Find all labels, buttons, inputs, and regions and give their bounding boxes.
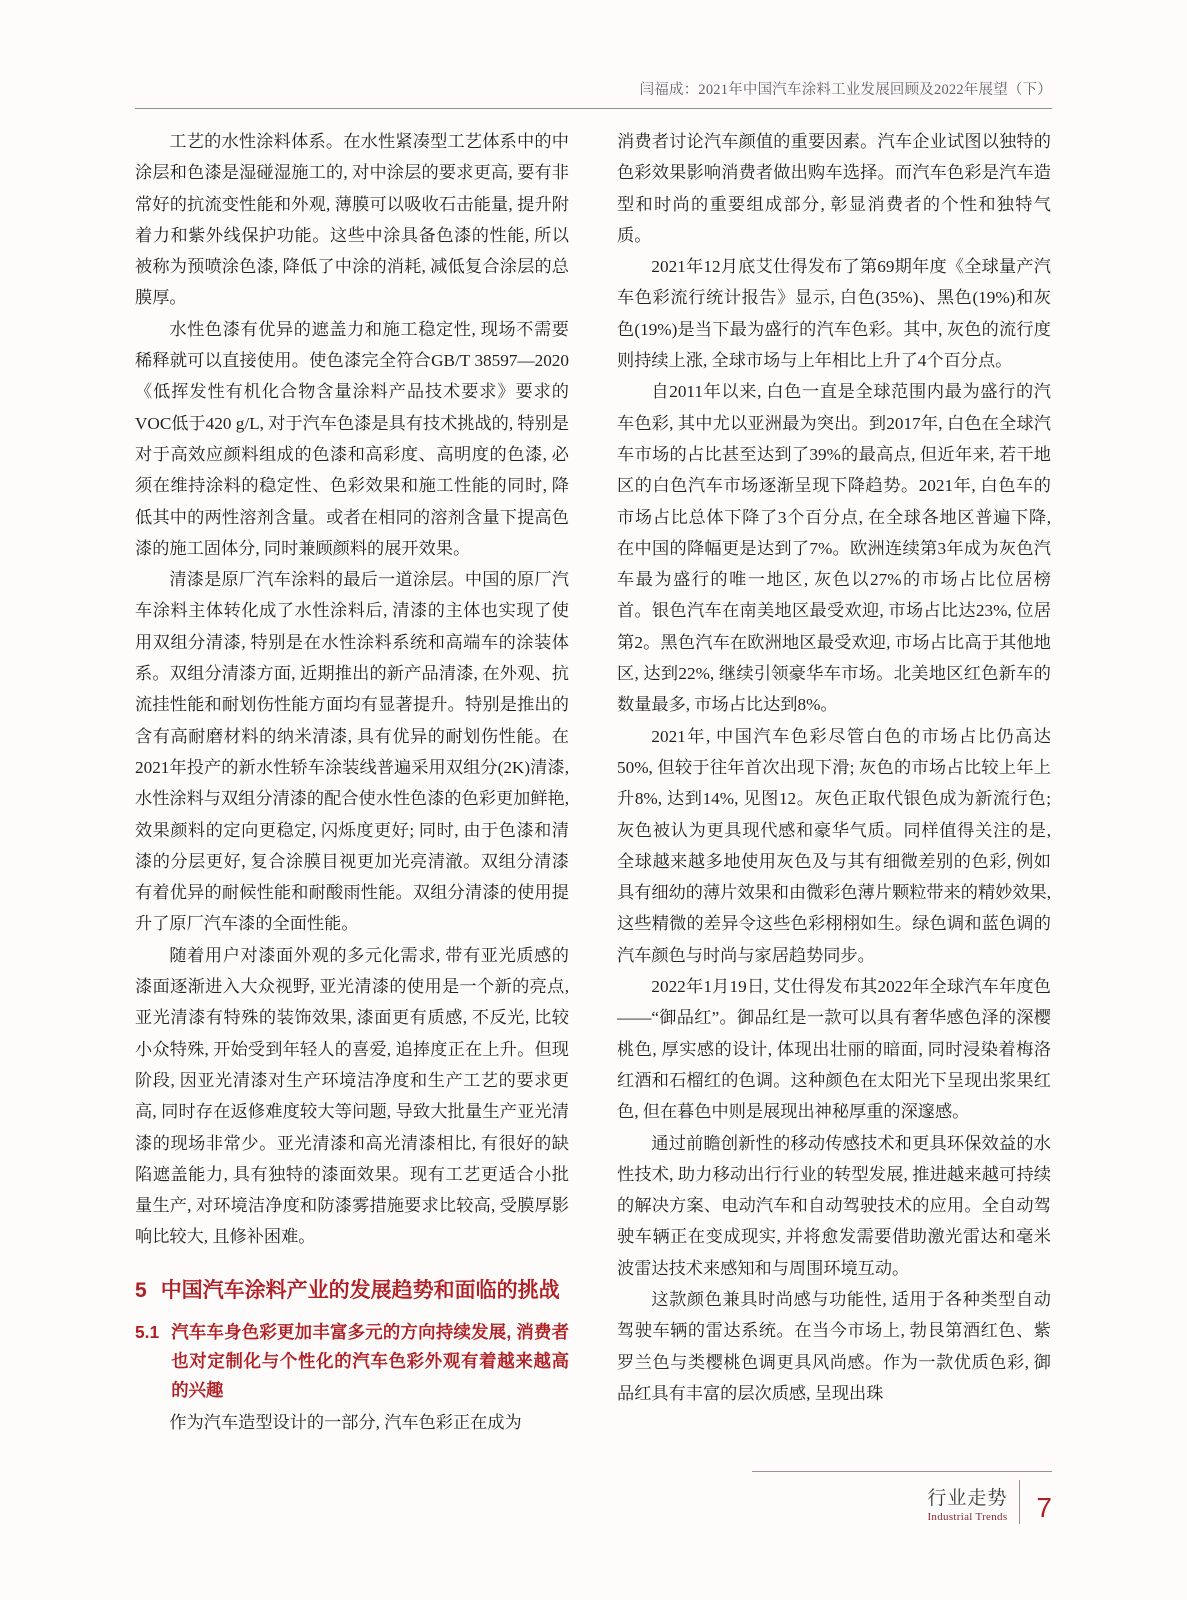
paragraph: 清漆是原厂汽车涂料的最后一道涂层。中国的原厂汽车涂料主体转化成了水性涂料后, 清漆的主体也实现了使用双组分清漆, 特别是在水性涂料系统和高端车的涂装体系。双组分清漆方面, 近期推出的新产品清漆, 在外观、抗流挂性能和耐划伤性能方面均有显著提升。特别是推出的含有高耐磨材料的纳米清漆, 具有优异的耐划伤性能。在2021年投产的新水性轿车涂装线普遍采用双组分(2K)清漆, 水性涂料与双组分清漆的配合使水性色漆的色彩更加鲜艳, 效果颜料的定向更稳定, 闪烁度更好; 同时, 由于色漆和清漆的分层更好, 复合涂膜目视更加光亮清澈。双组分清漆有着优异的耐候性能和耐酸雨性能。双组分清漆的使用提升了原厂汽车漆的全面性能。: [135, 570, 569, 934]
section-title: 中国汽车涂料产业的发展趋势和面临的挑战: [160, 1278, 560, 1302]
paragraph: 作为汽车造型设计的一部分, 汽车色彩正在成为: [169, 1412, 522, 1432]
running-head: 闫福成：2021年中国汽车涂料工业发展回顾及2022年展望（下）: [639, 82, 1052, 98]
subsection-heading: [135, 1318, 569, 1405]
footer-rule: [752, 1471, 1052, 1472]
paragraph: 2021年, 中国汽车色彩尽管白色的市场占比仍高达50%, 但较于往年首次出现下滑; 灰色的市场占比较上年上升8%, 达到14%, 见图12。灰色正取代银色成为新流行色; 灰色被认为更具现代感和豪华气质。同样值得关注的是, 全球越来越多地使用灰色及与其有细微差别的色彩, 例如具有细幼的薄片效果和由微彩色薄片颗粒带来的精妙效果, 这些精微的差异令这些色彩栩栩如生。绿色调和蓝色调的汽车颜色与时尚与家居趋势同步。: [617, 726, 1051, 965]
subsection-number: 5.1: [135, 1321, 160, 1342]
footer-label-en: Industrial Trends: [927, 1511, 1008, 1524]
left-column: [135, 126, 569, 1432]
paragraph: 消费者讨论汽车颜值的重要因素。汽车企业试图以独特的色彩效果影响消费者做出购车选择。而汽车色彩是汽车造型和时尚的重要组成部分, 彰显消费者的个性和独特气质。: [617, 132, 1051, 245]
subsection-title: 汽车车身色彩更加丰富多元的方向持续发展, 消费者也对定制化与个性化的汽车色彩外观有着越来越高的兴趣: [171, 1321, 569, 1400]
paragraph: 通过前瞻创新性的移动传感技术和更具环保效益的水性技术, 助力移动出行行业的转型发展, 推进越来越可持续的解决方案、电动汽车和自动驾驶技术的应用。全自动驾驶车辆正在变成现实, 并将愈发需要借助激光雷达和毫米波雷达技术来感知和与周围环境互动。: [617, 1133, 1051, 1278]
section-heading: [135, 1275, 569, 1306]
paragraph: 工艺的水性涂料体系。在水性紧凑型工艺体系中的中涂层和色漆是湿碰湿施工的, 对中涂层的要求更高, 要有非常好的抗流变性能和外观, 薄膜可以吸收石击能量, 提升附着力和紫外线保护功能。这些中涂具备色漆的性能, 所以被称为预喷涂色漆, 降低了中涂的消耗, 减低复合涂层的总膜厚。: [135, 132, 569, 308]
section-number: 5: [135, 1278, 147, 1302]
footer-section-label: [927, 1488, 1007, 1526]
paragraph: 这款颜色兼具时尚感与功能性, 适用于各种类型自动驾驶车辆的雷达系统。在当今市场上, 勃艮第酒红色、紫罗兰色与类樱桃色调更具风尚感。作为一款优质色彩, 御品红具有丰富的层次质感, 呈现出珠: [617, 1289, 1051, 1403]
page-footer: [927, 1480, 1052, 1526]
header-rule: [135, 108, 1052, 109]
paragraph: 自2011年以来, 白色一直是全球范围内最为盛行的汽车色彩, 其中尤以亚洲最为突出。到2017年, 白色在全球汽车市场的占比甚至达到了39%的最高点, 但近年来, 若干地区的白色汽车市场逐渐呈现下降趋势。2021年, 白色车的市场占比总体下降了3个百分点, 在全球各地区普遍下降, 在中国的降幅更是达到了7%。欧洲连续第3年成为灰色汽车最为盛行的唯一地区, 灰色以27%的市场占比位居榜首。银色汽车在南美地区最受欢迎, 市场占比达23%, 位居第2。黑色汽车在欧洲地区最受欢迎, 市场占比高于其他地区, 达到22%, 继续引领豪华车市场。北美地区红色新车的数量最多, 市场占比达到8%。: [617, 382, 1051, 715]
right-column: [617, 126, 1051, 1416]
footer-label-cn: 行业走势: [927, 1487, 1008, 1509]
paragraph: 2021年12月底艾仕得发布了第69期年度《全球量产汽车色彩流行统计报告》显示, 白色(35%)、黑色(19%)和灰色(19%)是当下最为盛行的汽车色彩。其中, 灰色的流行度则持续上涨, 全球市场与上年相比上升了4个百分点。: [617, 257, 1051, 371]
footer-divider: [1019, 1480, 1020, 1524]
paragraph: 2022年1月19日, 艾仕得发布其2022年全球汽车年度色——“御品红”。御品红是一款可以具有奢华感色泽的深樱桃色, 厚实感的设计, 体现出壮丽的暗面, 同时浸染着梅洛红酒和石榴红的色调。这种颜色在太阳光下呈现出浆果红色, 但在暮色中则是展现出神秘厚重的深邃感。: [617, 977, 1051, 1122]
page-columns: [135, 126, 1052, 1432]
page-number: 7: [1036, 1492, 1052, 1523]
paragraph: 水性色漆有优异的遮盖力和施工稳定性, 现场不需要稀释就可以直接使用。使色漆完全符合GB/T 38597—2020《低挥发性有机化合物含量涂料产品技术要求》要求的VOC低于420 g/L, 对于汽车色漆是具有技术挑战的, 特别是对于高效应颜料组成的色漆和高彩度、高明度的色漆, 必须在维持涂料的稳定性、色彩效果和施工性能的同时, 降低其中的两性溶剂含量。或者在相同的溶剂含量下提高色漆的施工固体分, 同时兼顾颜料的展开效果。: [135, 319, 569, 558]
paragraph: 随着用户对漆面外观的多元化需求, 带有亚光质感的漆面逐渐进入大众视野, 亚光清漆的使用是一个新的亮点, 亚光清漆有特殊的装饰效果, 漆面更有质感, 不反光, 比较小众特殊, 开始受到年轻人的喜爱, 追捧度正在上升。但现阶段, 因亚光清漆对生产环境洁净度和生产工艺的要求更高, 同时存在返修难度较大等问题, 导致大批量生产亚光清漆的现场非常少。亚光清漆和高光清漆相比, 有很好的缺陷遮盖能力, 具有独特的漆面效果。现有工艺更适合小批量生产, 对环境洁净度和防漆雾措施要求比较高, 受膜厚影响比较大, 且修补困难。: [135, 945, 569, 1247]
